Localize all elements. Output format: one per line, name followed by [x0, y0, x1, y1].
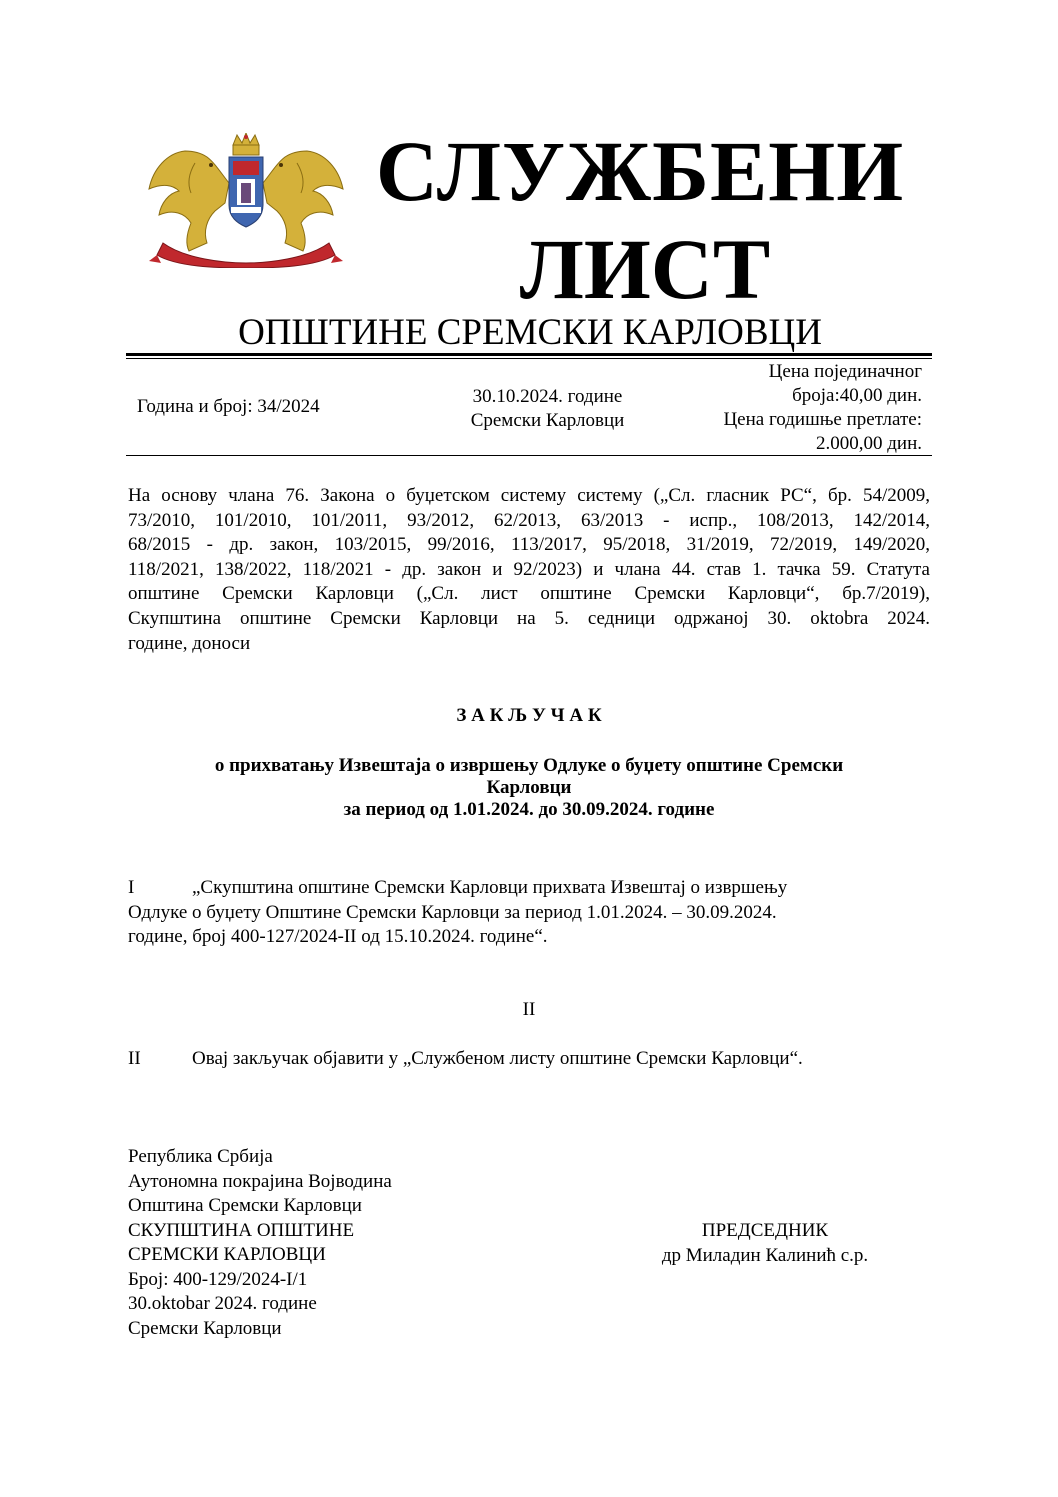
intro-line: На основу члана 76. Закона о буџетском систему систему („Сл. гласник РС“, бр. 54/2009,: [128, 485, 930, 506]
issue-date: 30.10.2024. године: [472, 386, 623, 407]
section-1-number: I: [128, 877, 135, 898]
section-1-line: Одлуке о буџету Општине Сремски Карловци за период 1.01.2024. – 30.09.2024.: [128, 901, 777, 923]
section-1-line: „Скупштина општине Сремски Карловци прихвата Извештај о извршењу: [192, 877, 788, 898]
section-2-text: Овај закључак објавити у „Службеном листу општине Сремски Карловци“.: [192, 1048, 803, 1069]
price-line: 2.000,00 дин.: [815, 433, 922, 454]
intro-line: 73/2010, 101/2010, 101/2011, 93/2012, 62/2013, 63/2013 - испр., 108/2013, 142/2014,: [128, 509, 930, 531]
masthead-subtitle: ОПШТИНЕ СРЕМСКИ КАРЛОВЦИ: [238, 312, 822, 353]
subheading-line: Карловци: [486, 777, 572, 798]
section-2: [128, 1047, 930, 1072]
section-1-line: године, број 400-127/2024-II од 15.10.2024. године“.: [128, 926, 548, 947]
right-griffin-icon: [263, 151, 343, 251]
signature-line: Општина Сремски Карловци: [128, 1195, 362, 1216]
shield-icon: [229, 157, 263, 227]
signature-line: Сремски Карловци: [128, 1317, 282, 1339]
info-row-divider: [126, 455, 932, 456]
issue-date-block: [440, 385, 655, 433]
intro-line: године, доноси: [128, 632, 251, 654]
crown-icon: [233, 133, 259, 155]
masthead-title-line1: СЛУЖБЕНИ: [375, 123, 905, 219]
masthead-title-line2: ЛИСТ: [519, 221, 771, 317]
subheading-line: за период од 1.01.2024. до 30.09.2024. године: [343, 799, 715, 820]
section-1-first-line: [128, 876, 930, 901]
signature-left-block: [128, 1145, 392, 1341]
issue-price-block: [650, 360, 922, 456]
signature-line: 30.oktobar 2024. године: [128, 1293, 317, 1314]
section-2-number: II: [128, 1048, 141, 1069]
issue-place: Сремски Карловци: [470, 410, 625, 431]
price-line: броја:40,00 дин.: [792, 385, 922, 406]
president-name: др Миладин Калинић с.р.: [661, 1244, 869, 1266]
decision-heading: З А К Љ У Ч А К: [456, 705, 602, 726]
price-line: Цена појединачног: [768, 361, 922, 382]
intro-paragraph: [128, 484, 930, 656]
signature-line: Република Србија: [128, 1146, 273, 1167]
intro-line: општине Сремски Карловци („Сл. лист општине Сремски Карловци“, бр.7/2019),: [128, 583, 930, 605]
header-divider-thick: [126, 353, 932, 356]
subheading-line: о прихватању Извештаја о извршењу Одлуке о буџету општине Сремски: [214, 755, 844, 776]
coat-of-arms-emblem: [145, 133, 347, 268]
section-1: [128, 876, 930, 950]
signature-line: Аутономна покрајина Војводина: [128, 1170, 392, 1192]
president-title: ПРЕДСЕДНИК: [701, 1220, 829, 1241]
decision-subheading: [128, 755, 930, 821]
intro-line: 68/2015 - др. закон, 103/2015, 99/2016, 113/2017, 95/2018, 31/2019, 72/2019, 149/2020,: [128, 534, 930, 556]
issue-year-number: Година и број: 34/2024: [137, 396, 320, 417]
section-2-heading: II: [522, 999, 536, 1020]
signature-line: Број: 400-129/2024-I/1: [128, 1268, 308, 1290]
intro-line: 118/2021, 138/2022, 118/2021 - др. закон и 92/2023) и члана 44. став 1. тачка 59. Статута: [128, 558, 930, 580]
left-griffin-icon: [149, 151, 229, 251]
intro-line: Скупштина општине Сремски Карловци на 5. седници одржаној 30. oktobra 2024.: [128, 607, 930, 629]
signature-right-block: [640, 1219, 890, 1268]
header-divider-thin: [126, 358, 932, 359]
price-line: Цена годишње претлате:: [723, 409, 922, 430]
signature-line: СКУПШТИНА ОПШТИНЕ: [128, 1219, 355, 1241]
ribbon-icon: [149, 243, 343, 268]
signature-line: СРЕМСКИ КАРЛОВЦИ: [128, 1244, 326, 1265]
